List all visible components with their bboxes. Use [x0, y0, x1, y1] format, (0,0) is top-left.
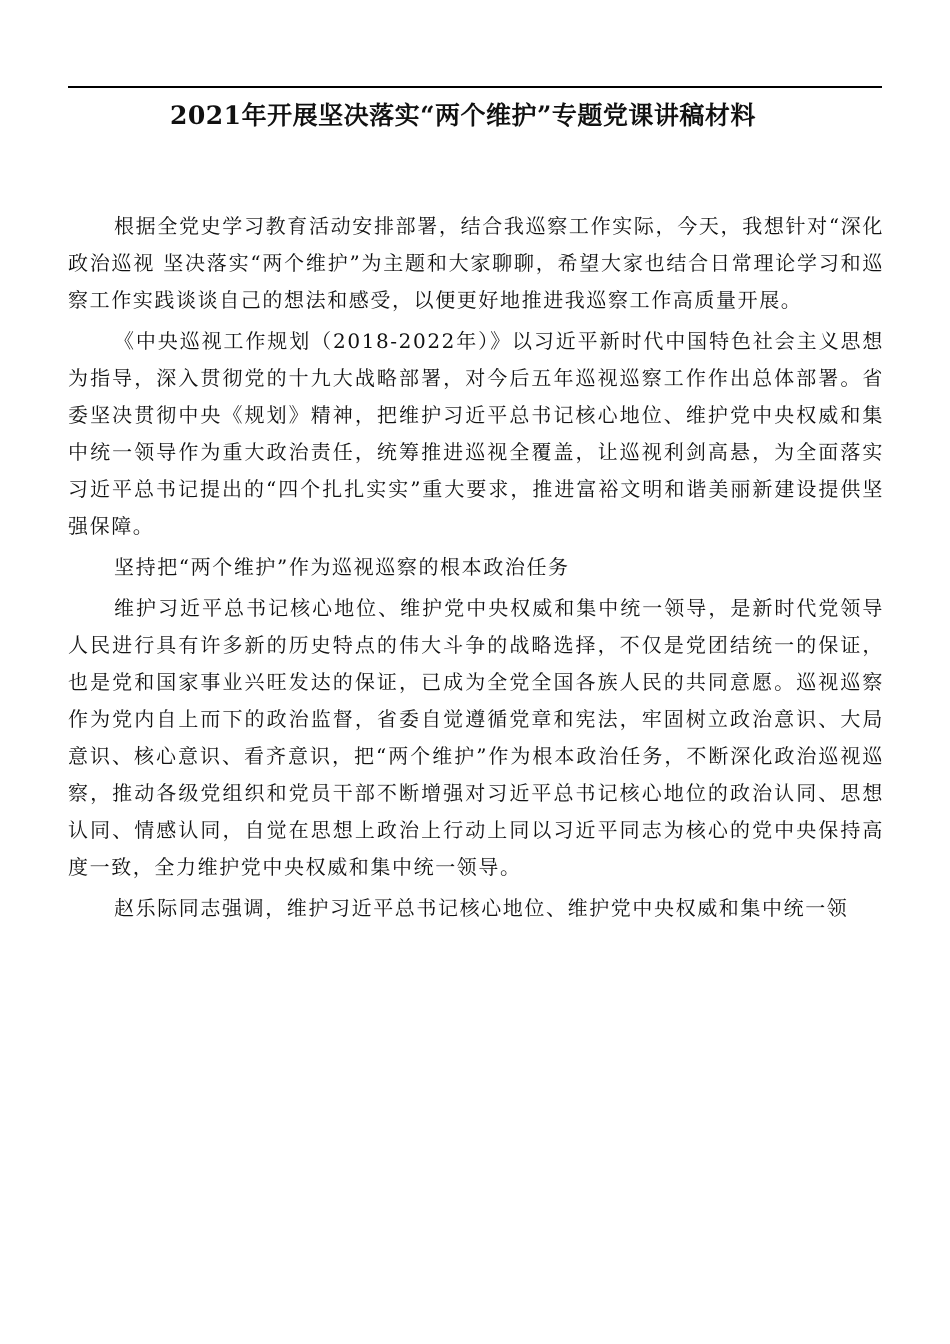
- paragraph-intro: 根据全党史学习教育活动安排部署，结合我巡察工作实际，今天，我想针对“深化政治巡视 坚决落实“两个维护”为主题和大家聊聊，希望大家也结合日常理论学习和巡察工作实践谈谈自己的想法和感受，以便更好地推进我巡察工作高质量开展。: [68, 214, 884, 312]
- section-heading: 坚持把“两个维护”作为巡视巡察的根本政治任务: [114, 555, 570, 579]
- paragraph-zhao-leji: 赵乐际同志强调，维护习近平总书记核心地位、维护党中央权威和集中统一领: [114, 896, 849, 920]
- document-body: [68, 208, 884, 931]
- header-rule: [68, 86, 882, 88]
- document-title: 2021年开展坚决落实“两个维护”专题党课讲稿材料: [170, 101, 756, 130]
- paragraph-core-position: 维护习近平总书记核心地位、维护党中央权威和集中统一领导，是新时代党领导人民进行具有许多新的历史特点的伟大斗争的战略选择，不仅是党团结统一的保证，也是党和国家事业兴旺发达的保证，已成为全党全国各族人民的共同意愿。巡视巡察作为党内自上而下的政治监督，省委自觉遵循党章和宪法，牢固树立政治意识、大局意识、核心意识、看齐意识，把“两个维护”作为根本政治任务，不断深化政治巡视巡察，推动各级党组织和党员干部不断增强对习近平总书记核心地位的政治认同、思想认同、情感认同，自觉在思想上政治上行动上同以习近平同志为核心的党中央保持高度一致，全力维护党中央权威和集中统一领导。: [68, 596, 884, 879]
- paragraph-plan: 《中央巡视工作规划（2018-2022年）》以习近平新时代中国特色社会主义思想为指导，深入贯彻党的十九大战略部署，对今后五年巡视巡察工作作出总体部署。省委坚决贯彻中央《规划》精神，把维护习近平总书记核心地位、维护党中央权威和集中统一领导作为重大政治责任，统筹推进巡视全覆盖，让巡视利剑高悬，为全面落实习近平总书记提出的“四个扎扎实实”重大要求，推进富裕文明和谐美丽新建设提供坚强保障。: [68, 329, 884, 538]
